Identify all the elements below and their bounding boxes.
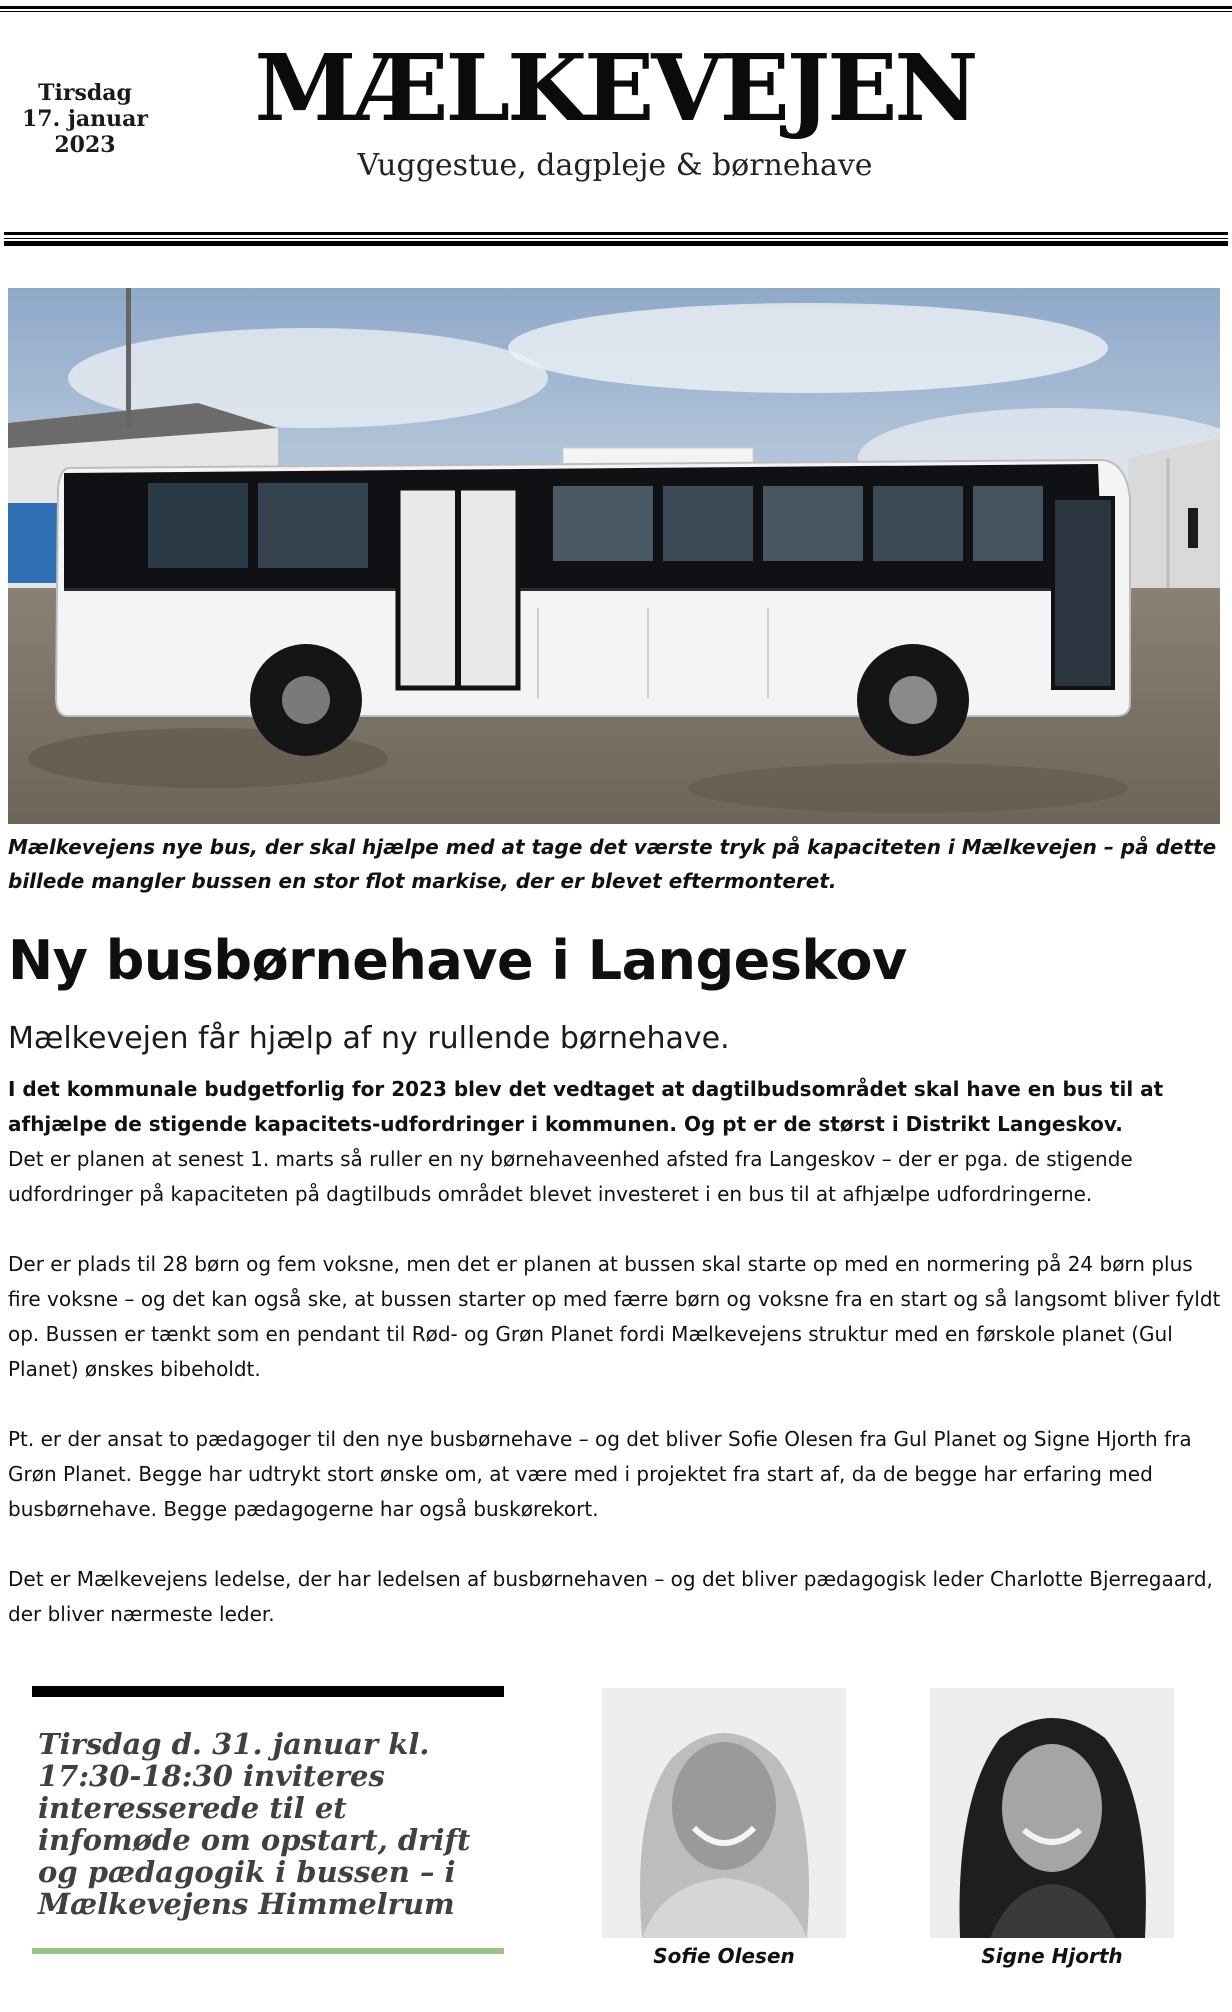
- article-paragraph: Det er planen at senest 1. marts så ruller en ny børnehaveenhed afsted fra Langeskov – der er pga. de stigende udfordringer på kapaciteten på dagtilbuds området blevet investeret i en bus til at afhjælpe udfordringerne.: [8, 1147, 1133, 1206]
- article-body: [8, 1142, 1222, 1667]
- photo-caption: Mælkevejens nye bus, der skal hjælpe med at tage det værste tryk på kapaciteten i Mælkevejen – på dette billede mangler bussen en stor flot markise, der er blevet eftermonteret.: [8, 835, 1217, 893]
- article-headline: Ny busbørnehave i Langeskov: [8, 929, 907, 992]
- article-lead: I det kommunale budgetforlig for 2023 blev det vedtaget at dagtilbudsområdet skal have en bus til at afhjælpe de stigende kapacitets-udfordringer i kommunen. Og pt er de størst i Distrikt Langeskov.: [8, 1077, 1164, 1136]
- info-box-top-bar: [32, 1686, 504, 1697]
- newsletter-subtitle: Vuggestue, dagpleje & børnehave: [357, 148, 873, 183]
- portrait-sofie-olesen: [602, 1688, 846, 1938]
- masthead-top-rule: [0, 6, 1232, 12]
- article-paragraph: Der er plads til 28 børn og fem voksne, men det er planen at bussen skal starte op med en normering på 24 børn plus fire voksne – og det kan også ske, at bussen starter op med færre børn og voksne fra en start og så langsomt bliver fyldt op. Bussen er tænkt som en pendant til Rød- og Grøn Planet fordi Mælkevejens struktur med en førskole planet (Gul Planet) ønskes bibeholdt.: [8, 1252, 1221, 1381]
- info-meeting-box: [32, 1686, 504, 1958]
- masthead: [0, 0, 1232, 260]
- portrait-name-signe-hjorth: Signe Hjorth: [981, 1944, 1123, 1968]
- masthead-bottom-rule: [4, 232, 1228, 246]
- date-year: 2023: [54, 132, 116, 158]
- portrait-signe-hjorth: [930, 1688, 1174, 1938]
- article-deck: Mælkevejen får hjælp af ny rullende børnehave.: [8, 1021, 730, 1056]
- info-meeting-text: Tirsdag d. 31. januar kl. 17:30-18:30 inviteres interesserede til et infomøde om opstart, drift og pædagogik i bussen – i Mælkevejens Himmelrum: [38, 1727, 471, 1921]
- bus-photo: [8, 288, 1220, 824]
- issue-date: [10, 80, 160, 158]
- article-paragraph: Det er Mælkevejens ledelse, der har ledelsen af busbørnehaven – og det bliver pædagogisk leder Charlotte Bjerregaard, der bliver nærmeste leder.: [8, 1567, 1213, 1626]
- article-paragraph: Pt. er der ansat to pædagoger til den nye busbørnehave – og det bliver Sofie Olesen fra Gul Planet og Signe Hjorth fra Grøn Planet. Begge har udtrykt stort ønske om, at være med i projektet fra start af, da de begge har erfaring med busbørnehave. Begge pædagogerne har også buskørekort.: [8, 1427, 1192, 1521]
- date-day-month: 17. januar: [22, 106, 148, 132]
- newsletter-title: MÆLKEVEJEN: [254, 34, 976, 142]
- portrait-name-sofie-olesen: Sofie Olesen: [653, 1944, 795, 1968]
- info-box-bottom-bar: [32, 1948, 504, 1954]
- date-weekday: Tirsdag: [38, 80, 132, 106]
